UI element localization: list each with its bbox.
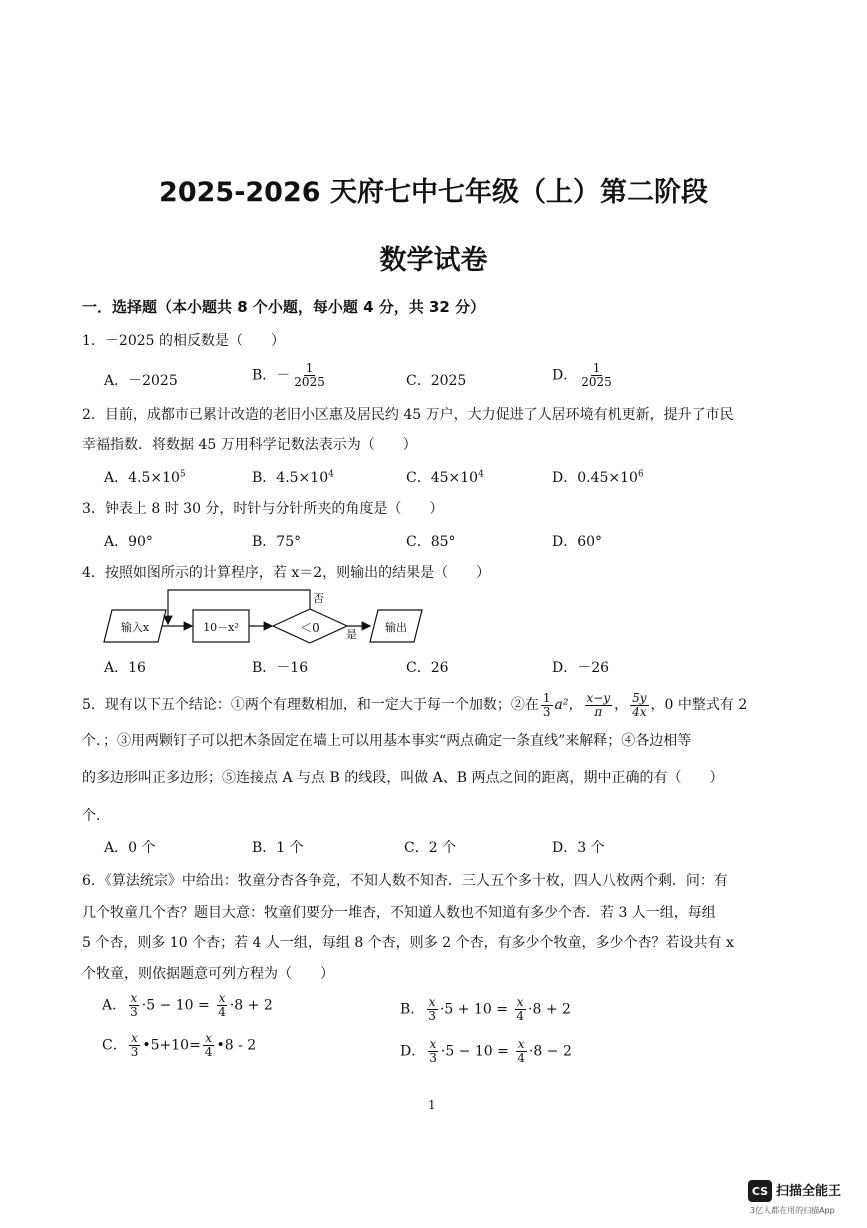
section-heading: 一．选择题（本小题共 8 个小题，每小题 4 分，共 32 分） <box>82 298 486 316</box>
fraction <box>585 692 613 719</box>
question-5-option-a: A．0 个 <box>104 840 156 856</box>
numerator: 1 <box>542 690 551 705</box>
numerator: 1 <box>305 361 314 375</box>
option-label: D． <box>400 1043 426 1060</box>
equation-middle: ·5 + 10 = <box>439 1001 508 1018</box>
exam-title-line1: 2025-2026 天府七中七年级（上）第二阶段 <box>159 177 708 208</box>
fraction <box>514 996 526 1023</box>
fraction <box>541 692 553 719</box>
watermark-title: 扫描全能王 <box>776 1184 842 1199</box>
option-label: B． <box>400 1001 425 1018</box>
question-6-line4: 个牧童，则依据题意可列方程为（ ） <box>82 966 334 982</box>
numerator: x <box>130 991 138 1005</box>
fraction <box>292 362 327 389</box>
question-4-option-a: A．16 <box>104 660 146 676</box>
fraction <box>128 992 140 1019</box>
question-5-option-c: C．2 个 <box>404 840 457 856</box>
numerator: x <box>218 991 226 1005</box>
exponent: 4 <box>478 469 484 480</box>
flow-decision-label: ＜0 <box>300 620 320 635</box>
option-label: C． <box>102 1037 127 1054</box>
question-5-option-d: D．3 个 <box>552 840 605 856</box>
flow-yes-label: 是 <box>346 628 357 641</box>
option-text: C．45×10 <box>406 470 479 486</box>
term: a²， <box>554 697 583 713</box>
question-4-option-c: C．26 <box>406 660 449 676</box>
question-3-option-d: D．60° <box>552 534 603 550</box>
exponent: 5 <box>179 469 186 480</box>
denominator: 3 <box>542 704 551 719</box>
comma: ， <box>614 697 629 713</box>
denominator: 3 <box>429 1051 437 1065</box>
denominator: 4 <box>516 1009 525 1023</box>
numerator: x <box>131 1031 138 1045</box>
question-5-line3: 的多边形叫正多边形；⑤连接点 A 与点 B 的线段，叫做 A、B 两点之间的距离，期中正确的有（ ） <box>82 770 724 786</box>
numerator: 5y <box>632 690 647 705</box>
option-label: B． <box>252 367 277 384</box>
question-6-option-a <box>102 992 273 1019</box>
flow-output-label: 输出 <box>385 621 407 634</box>
fraction <box>427 1038 439 1065</box>
fraction <box>203 1032 215 1059</box>
question-2-line2: 幸福指数．将数据 45 万用科学记数法表示为（ ） <box>82 437 417 453</box>
denominator: 3 <box>428 1009 436 1023</box>
denominator: 3 <box>130 1045 139 1059</box>
question-6-option-b <box>400 996 571 1023</box>
question-1-option-b <box>252 362 329 389</box>
statement-text: ，0 中整式有 2 <box>650 697 748 713</box>
fraction <box>579 362 614 389</box>
equation-middle: •5+10= <box>142 1037 201 1054</box>
equation-end: •8 - 2 <box>216 1037 257 1054</box>
denominator: 4 <box>204 1045 213 1059</box>
exponent: 4 <box>328 469 334 480</box>
question-5-line2: 个．；③用两颗钉子可以把木条固定在墙上可以用基本事实“两点确定一条直线”来解释；④各边相等 <box>82 733 692 749</box>
question-6-line3: 5 个杏，则多 10 个杏；若 4 人一组，每组 8 个杏，则多 2 个杏，有多少个牧童，多少个杏？若设共有 x <box>82 935 734 951</box>
question-4-option-b: B．－16 <box>252 660 309 676</box>
denominator: 4 <box>218 1005 226 1019</box>
denominator: 4x <box>632 704 647 719</box>
equation-end: ·8 + 2 <box>229 997 273 1014</box>
numerator: x <box>516 995 524 1009</box>
option-text: B．4.5×10 <box>252 470 329 486</box>
question-6-line2: 几个牧童几个杏？题目大意：牧童们要分一堆杏，不知道人数也不知道有多少个杏．若 3 人一组，每组 <box>82 905 716 921</box>
question-1-option-a: A．－2025 <box>104 373 178 389</box>
question-5-option-b: B．1 个 <box>252 840 304 856</box>
numerator: 1 <box>592 361 601 375</box>
denominator: 2025 <box>581 375 612 389</box>
question-5-line4: 个． <box>82 808 110 824</box>
denominator: 2025 <box>294 375 325 389</box>
flow-process-label: 10－x² <box>203 621 239 634</box>
statement-text: 5．现有以下五个结论：①两个有理数相加，和一定大于每一个加数；②在 <box>82 697 539 713</box>
question-4-stem: 4．按照如图所示的计算程序，若 x＝2，则输出的结果是（ ） <box>82 565 491 581</box>
option-label: D． <box>552 367 578 384</box>
question-1-stem: 1．－2025 的相反数是（ ） <box>82 333 285 349</box>
question-2-option-d <box>552 467 644 487</box>
numerator: x <box>428 995 436 1009</box>
option-label: A． <box>102 997 127 1014</box>
equation-end: ·8 + 2 <box>528 1001 571 1018</box>
question-2-option-a <box>104 467 186 487</box>
fraction <box>630 692 648 719</box>
question-6-option-c <box>102 1032 256 1059</box>
question-2-line1: 2．目前，成都市已累计改造的老旧小区惠及居民约 45 万户，大力促进了人居环境有机更新，提升了市民 <box>82 407 734 423</box>
option-text: A．4.5×10 <box>104 470 180 486</box>
question-6-line1: 6．《算法统宗》中给出：牧童分杏各争竞，不知人数不知杏．三人五个多十枚，四人八枚两个剩．问：有 <box>82 873 728 889</box>
exponent: 6 <box>637 469 644 480</box>
question-4-option-d: D．－26 <box>552 660 610 676</box>
question-5-line1 <box>82 688 747 722</box>
denominator: 4 <box>517 1051 525 1065</box>
fraction <box>129 1032 141 1059</box>
question-1-option-c: C．2025 <box>406 373 467 389</box>
exam-title-line2: 数学试卷 <box>379 245 488 276</box>
numerator: x <box>205 1031 213 1045</box>
question-6-option-d <box>400 1038 572 1065</box>
numerator: x−y <box>586 690 611 705</box>
question-3-option-c: C．85° <box>406 534 456 550</box>
watermark-subtitle: 3亿人都在用的扫描App <box>750 1206 835 1215</box>
camscanner-logo-icon: CS <box>748 1180 772 1202</box>
equation-middle: ·5 − 10 = <box>141 997 210 1014</box>
flow-no-label: 否 <box>313 592 324 605</box>
denominator: π <box>594 704 603 719</box>
fraction <box>426 996 438 1023</box>
question-1-option-d <box>552 362 616 389</box>
denominator: 3 <box>130 1005 138 1019</box>
question-3-option-b: B．75° <box>252 534 302 550</box>
numerator: x <box>517 1037 525 1051</box>
numerator: x <box>429 1037 437 1051</box>
minus-sign: － <box>276 367 291 384</box>
fraction <box>216 992 228 1019</box>
question-2-option-b <box>252 467 334 487</box>
flow-input-label: 输入x <box>120 621 150 634</box>
equation-end: ·8 − 2 <box>528 1043 572 1060</box>
equation-middle: ·5 − 10 = <box>440 1043 509 1060</box>
question-3-stem: 3．钟表上 8 时 30 分，时针与分针所夹的角度是（ ） <box>82 501 444 517</box>
option-text: D．0.45×10 <box>552 470 638 486</box>
fraction <box>515 1038 527 1065</box>
question-3-option-a: A．90° <box>104 534 153 550</box>
page-number: 1 <box>428 1098 436 1112</box>
question-2-option-c <box>406 467 484 487</box>
